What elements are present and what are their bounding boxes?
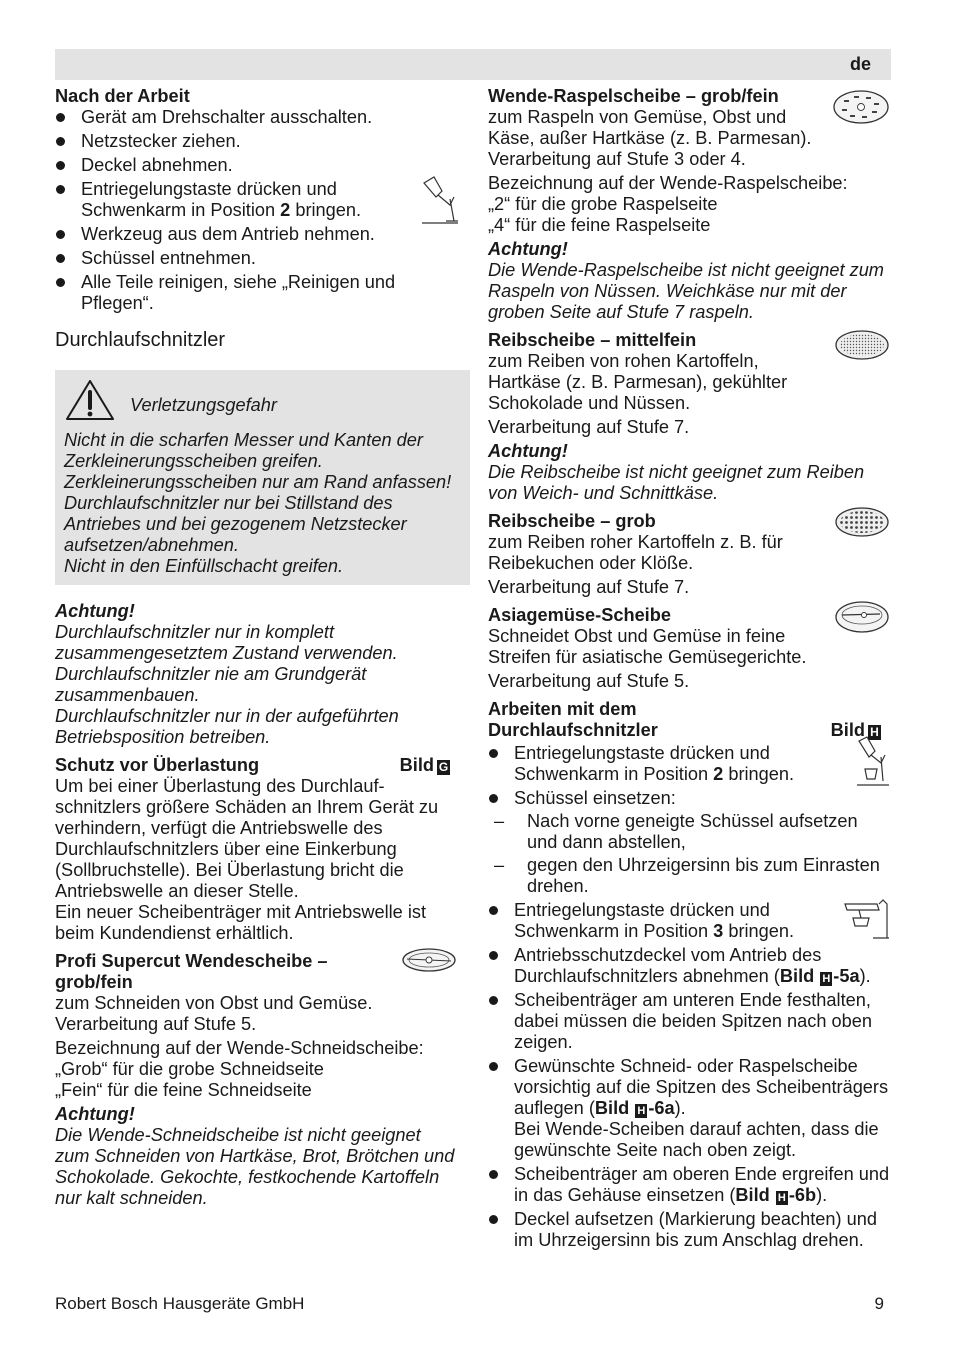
achtung-text: Durchlaufschnitzler nie am Grundgerät zusammenbauen. — [55, 664, 367, 705]
section-title-durchlaufschnitzler: Durchlaufschnitzler — [55, 329, 226, 351]
list-item: Deckel aufsetzen (Markierung beachten) und im Uhrzeigersinn bis zum Anschlag drehen. — [488, 1209, 891, 1251]
achtung-heading: Achtung! — [488, 441, 568, 461]
list-item: Gerät am Drehschalter ausschalten. — [55, 107, 460, 128]
right-column — [488, 86, 891, 1254]
mixer-arm-position-2-icon — [420, 175, 460, 227]
header-bar — [55, 49, 891, 80]
warning-title: Verletzungsgefahr — [130, 394, 277, 415]
warning-text: Zerkleinerungsscheiben nur am Rand anfassen! — [64, 472, 452, 492]
mixer-arm-position-2-icon — [853, 735, 891, 789]
section-title-wende-raspelscheibe: Wende-Raspelscheibe – grob/fein — [488, 86, 779, 106]
list-item: Deckel abnehmen. — [55, 155, 460, 176]
reibg-text: Verarbeitung auf Stufe 7. — [488, 577, 690, 597]
warning-box — [55, 370, 470, 585]
wende-text: zum Raspeln von Gemüse, Obst und Käse, außer Hartkäse (z. B. Parmesan). — [488, 107, 812, 148]
asia-text: Schneidet Obst und Gemüse in feine Streifen für asiatische Gemüsegerichte. — [488, 626, 807, 667]
wende-text: Bezeichnung auf der Wende-Raspelscheibe: — [488, 173, 848, 193]
achtung-text: Durchlaufschnitzler nur in komplett zusammengesetztem Zustand verwenden. — [55, 622, 398, 663]
coarse-grater-disc-icon — [834, 505, 890, 539]
profi-section — [55, 951, 460, 993]
list-item: Entriegelungstaste drücken und Schwenkarm in Position 3 bringen. — [488, 900, 891, 942]
list-item: Entriegelungstaste drücken und Schwenkarm in Position 2 bringen. — [55, 179, 460, 221]
list-item: Antriebsschutzdeckel vom Antrieb des Durchlaufschnitzlers abnehmen (Bild H -5a). — [488, 945, 891, 987]
list-item: Alle Teile reinigen, siehe „Reinigen und Pflegen“. — [55, 272, 460, 314]
slicing-disc-icon — [401, 945, 457, 975]
mixer-arm-position-3-icon — [843, 898, 891, 942]
list-item: Scheibenträger am unteren Ende festhalten, dabei müssen die beiden Spitzen nach oben zeigen. — [488, 990, 891, 1053]
warning-text: Nicht in den Einfüllschacht greifen. — [64, 556, 344, 576]
section-title-asiagemuese: Asiagemüse-Scheibe — [488, 605, 671, 625]
fine-grater-disc-icon — [834, 328, 890, 362]
reibm-text: Verarbeitung auf Stufe 7. — [488, 417, 690, 437]
page-number: 9 — [874, 1294, 884, 1313]
dash-item: – gegen den Uhrzeigersinn bis zum Einrasten drehen. — [488, 855, 891, 897]
list-item: Schüssel entnehmen. — [55, 248, 460, 269]
list-item: Gewünschte Schneid- oder Raspelscheibe vorsichtig auf die Spitzen des Scheibenträgers auflegen (Bild H -6a). Bei Wende-Scheiben darauf achten, dass die gewünschte Seite nach oben zeigt. — [488, 1056, 891, 1161]
section-title-arbeiten: Arbeiten mit dem — [488, 699, 637, 719]
reibg-text: zum Reiben roher Kartoffeln z. B. für Reibekuchen oder Klöße. — [488, 532, 783, 573]
achtung-heading: Achtung! — [488, 239, 568, 259]
grating-disc-icon — [832, 88, 890, 126]
section-title-profi: Profi Supercut Wendescheibe – grob/fein — [55, 951, 328, 992]
profi-text: „Fein“ für die feine Schneidseite — [55, 1080, 312, 1100]
figure-ref: Bild H — [831, 720, 881, 741]
section-title-arbeiten-2: Durchlaufschnitzler — [488, 720, 658, 740]
wende-text: „2“ für die grobe Raspelseite — [488, 194, 718, 214]
list-item: Netzstecker ziehen. — [55, 131, 460, 152]
list-item: Entriegelungstaste drücken und Schwenkarm in Position 2 bringen. — [488, 743, 891, 785]
achtung-text: Die Wende-Schneidscheibe ist nicht geeignet zum Schneiden von Hartkäse, Brot, Brötchen und Schokolade. Gekochte, festkochende Kartoffeln nur kalt schneiden. — [55, 1125, 455, 1208]
section-title-nach-der-arbeit: Nach der Arbeit — [55, 86, 190, 106]
achtung-text: Durchlaufschnitzler nur in der aufgeführten Betriebsposition betreiben. — [55, 706, 399, 747]
schutz-paragraph: Ein neuer Scheibenträger mit Antriebswelle ist beim Kundendienst erhältlich. — [55, 902, 427, 943]
achtung-text: Die Reibscheibe ist nicht geeignet zum Reiben von Weich- und Schnittkäse. — [488, 462, 865, 503]
achtung-text: Die Wende-Raspelscheibe ist nicht geeignet zum Raspeln von Nüssen. Weichkäse nur mit der groben Seite auf Stufe 7 raspeln. — [488, 260, 884, 322]
arbeiten-list — [488, 743, 891, 1251]
section-title-schutz: Schutz vor Überlastung — [55, 755, 260, 775]
language-label: de — [849, 54, 871, 74]
list-item: Scheibenträger am oberen Ende ergreifen und in das Gehäuse einsetzen (Bild H -6b). — [488, 1164, 891, 1206]
achtung-heading: Achtung! — [55, 601, 135, 621]
left-column — [55, 86, 460, 1209]
warning-text: Durchlaufschnitzler nur bei Stillstand des Antriebes und bei gezogenem Netzstecker aufsetzen/abnehmen. — [64, 493, 407, 555]
list-item: Werkzeug aus dem Antrieb nehmen. — [55, 224, 460, 245]
schutz-heading-row — [55, 755, 460, 776]
asia-text: Verarbeitung auf Stufe 5. — [488, 671, 690, 691]
dash-item: – Nach vorne geneigte Schüssel aufsetzen und dann abstellen, — [488, 811, 891, 853]
reibm-text: zum Reiben von rohen Kartoffeln, Hartkäse (z. B. Parmesan), gekühlter Schokolade und Nüssen. — [488, 351, 788, 413]
dash-list — [488, 811, 891, 897]
wende-text: „4“ für die feine Raspelseite — [488, 215, 711, 235]
achtung-heading: Achtung! — [55, 1104, 135, 1124]
section-title-reibscheibe-mittelfein: Reibscheibe – mittelfein — [488, 330, 697, 350]
nach-der-arbeit-list — [55, 107, 460, 314]
schutz-paragraph: Um bei einer Überlastung des Durchlaufschnitzlers größere Schäden an Ihrem Gerät zu verhindern, verfügt die Antriebswelle des Durchlaufschnitzlers über eine Einkerbung (Sollbruchstelle). Bei Überlastung bricht die Antriebswelle an dieser Stelle. — [55, 776, 439, 901]
warning-text: Nicht in die scharfen Messer und Kanten der Zerkleinerungsscheiben greifen. — [64, 430, 423, 471]
warning-triangle-icon — [64, 378, 116, 422]
wende-text: Verarbeitung auf Stufe 3 oder 4. — [488, 149, 746, 169]
profi-text: „Grob“ für die grobe Schneidseite — [55, 1059, 324, 1079]
list-item: Schüssel einsetzen: – Nach vorne geneigte Schüssel aufsetzen und dann abstellen, – gegen den Uhrzeigersinn bis zum Einrasten drehen. — [488, 788, 891, 897]
profi-text: Verarbeitung auf Stufe 5. — [55, 1014, 257, 1034]
profi-text: Bezeichnung auf der Wende-Schneidscheibe: — [55, 1038, 424, 1058]
profi-text: zum Schneiden von Obst und Gemüse. — [55, 993, 373, 1013]
figure-ref: Bild G — [399, 755, 449, 775]
section-title-reibscheibe-grob: Reibscheibe – grob — [488, 511, 656, 531]
julienne-disc-icon — [834, 599, 890, 635]
footer-company: Robert Bosch Hausgeräte GmbH — [55, 1294, 305, 1313]
